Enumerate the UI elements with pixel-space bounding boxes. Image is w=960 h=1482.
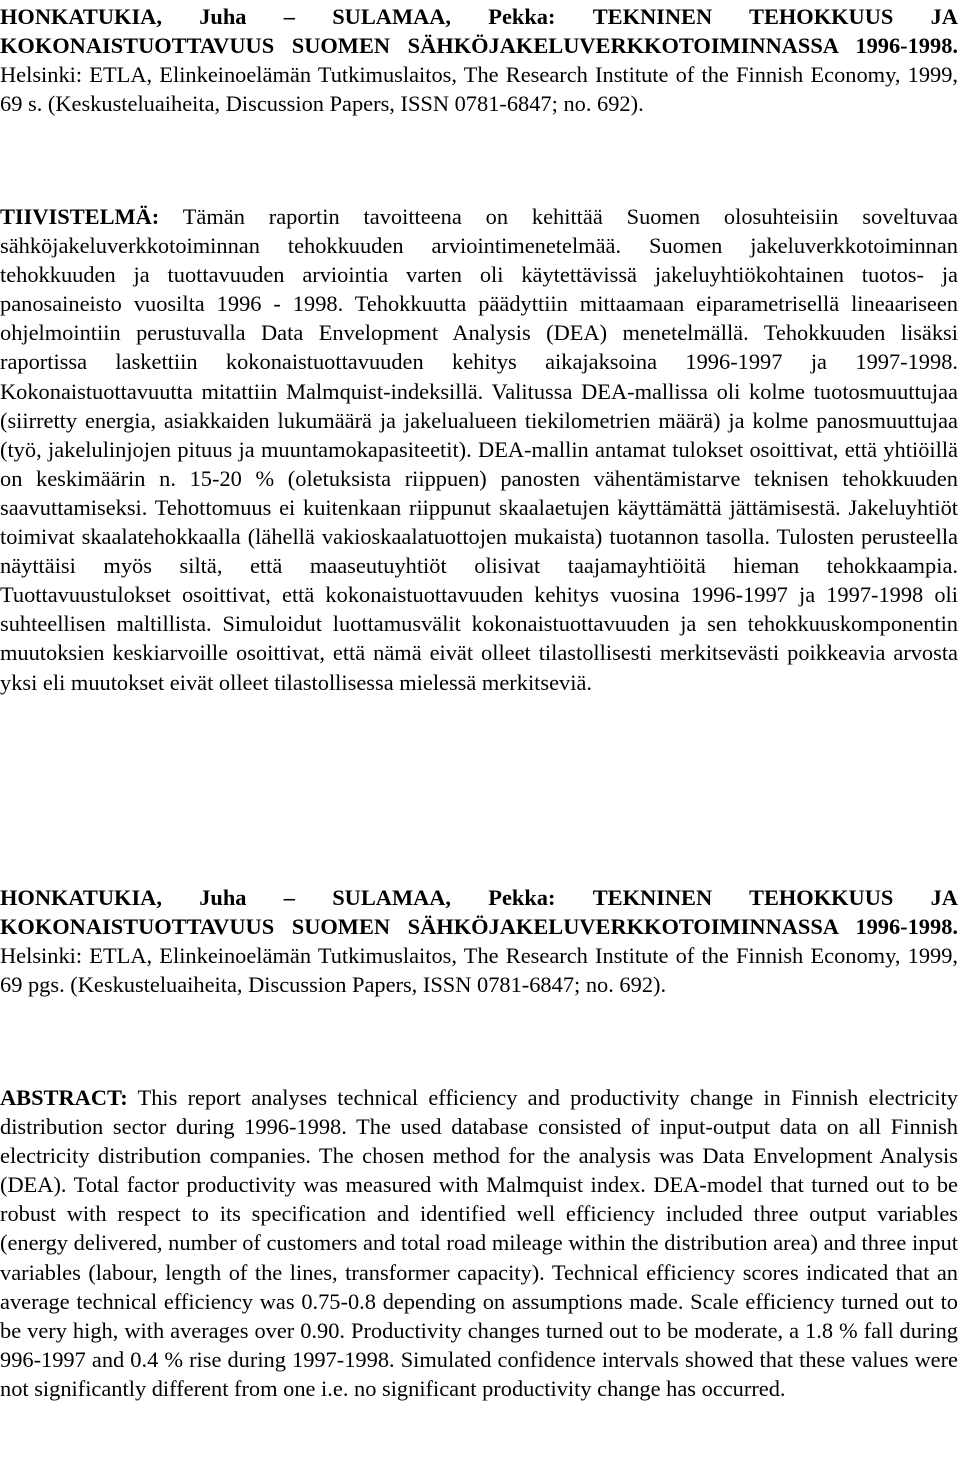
abstract-label: ABSTRACT: bbox=[0, 1085, 128, 1110]
english-abstract bbox=[0, 1083, 958, 1403]
report-title: TEKNINEN TEHOKKUUS JA KOKONAISTUOTTAVUUS SUOMEN SÄHKÖJAKELUVERKKOTOIMINNASSA 1996-1998. bbox=[0, 4, 958, 59]
finnish-abstract bbox=[0, 202, 958, 697]
abstract-label: TIIVISTELMÄ: bbox=[0, 204, 160, 229]
abstract-text: This report analyses technical efficiency and productivity change in Finnish electricity distribution sector during 1996-1998. The used database consisted of input-output data on all Finnish electricity distribution companies. The chosen method for the analysis was Data Envelopment Analysis (DEA). Total factor productivity was measured with Malmquist index. DEA-model that turned out to be robust with respect to its specification and identified well efficiency included three output variables (energy delivered, number of customers and total road mileage within the distribution area) and three input variables (labour, length of the lines, transformer capacity). Technical efficiency scores indicated that an average technical efficiency was 0.75-0.8 depending on assumptions made. Scale efficiency turned out to be very high, with averages over 0.90. Productivity changes turned out to be moderate, a 1.8 % fall during 996-1997 and 0.4 % rise during 1997-1998. Simulated confidence intervals showed that these values were not significantly different from one i.e. no significant productivity change has occurred. bbox=[0, 1085, 958, 1401]
report-title: TEKNINEN TEHOKKUUS JA KOKONAISTUOTTAVUUS SUOMEN SÄHKÖJAKELUVERKKOTOIMINNASSA 1996-1998. bbox=[0, 885, 958, 940]
english-bibliography bbox=[0, 883, 958, 999]
finnish-bibliography bbox=[0, 2, 958, 118]
publication-details: Helsinki: ETLA, Elinkeinoelämän Tutkimuslaitos, The Research Institute of the Finnish Economy, 1999, 69 s. (Keskusteluaiheita, Discussion Papers, ISSN 0781-6847; no. 692). bbox=[0, 62, 958, 117]
publication-details: Helsinki: ETLA, Elinkeinoelämän Tutkimuslaitos, The Research Institute of the Finnish Economy, 1999, 69 pgs. (Keskusteluaiheita, Discussion Papers, ISSN 0781-6847; no. 692). bbox=[0, 943, 958, 998]
abstract-text: Tämän raportin tavoitteena on kehittää Suomen olosuhteisiin soveltuvaa sähköjakeluverkkotoiminnan tehokkuuden arviointimenetelmää. Suomen jakeluverkkotoiminnan tehokkuuden ja tuottavuuden arviointia varten oli käytettävissä jakeluyhtiökohtainen tuotos- ja panosaineisto vuosilta 1996 - 1998. Tehokkuutta päädyttiin mittaamaan eiparametrisellä lineaariseen ohjelmointiin perustuvalla Data Envelopment Analysis (DEA) menetelmällä. Tehokkuuden lisäksi raportissa laskettiin kokonaistuottavuuden kehitys aikajaksoina 1996-1997 ja 1997-1998. Kokonaistuottavuutta mitattiin Malmquist-indeksillä. Valitussa DEA-mallissa oli kolme tuotosmuuttujaa (siirretty energia, asiakkaiden lukumäärä ja jakelualueen tiekilometrien määrä) ja kolme panosmuuttujaa (työ, jakelulinjojen pituus ja muuntamokapasiteetit). DEA-mallin antamat tulokset osoittivat, että yhtiöillä on keskimäärin n. 15-20 % (oletuksista riippuen) panosten vähentämistarve teknisen tehokkuuden saavuttamiseksi. Tehottomuus ei kuitenkaan riippunut skaalaetujen käyttämättä jättämisestä. Jakeluyhtiöt toimivat skaalatehokkaalla (lähellä vakioskaalatuottojen mukaista) tuotannon tasolla. Tulosten perusteella näyttäisi myös siltä, että maaseutuyhtiöt olisivat taajamayhtiöitä hieman tehokkaampia. Tuottavuustulokset osoittivat, että kokonaistuottavuuden kehitys vuosina 1996-1997 ja 1997-1998 oli suhteellisen maltillista. Simuloidut luottamusvälit kokonaistuottavuuden ja sen tehokkuuskomponentin muutoksien keskiarvoille osoittivat, että nämä eivät olleet tilastollisesti merkitsevästi poikkeavia arvosta yksi eli muutokset eivät olleet tilastollisessa mielessä merkitseviä. bbox=[0, 204, 958, 695]
authors-line: HONKATUKIA, Juha – SULAMAA, Pekka: bbox=[0, 885, 556, 910]
authors-line: HONKATUKIA, Juha – SULAMAA, Pekka: bbox=[0, 4, 556, 29]
